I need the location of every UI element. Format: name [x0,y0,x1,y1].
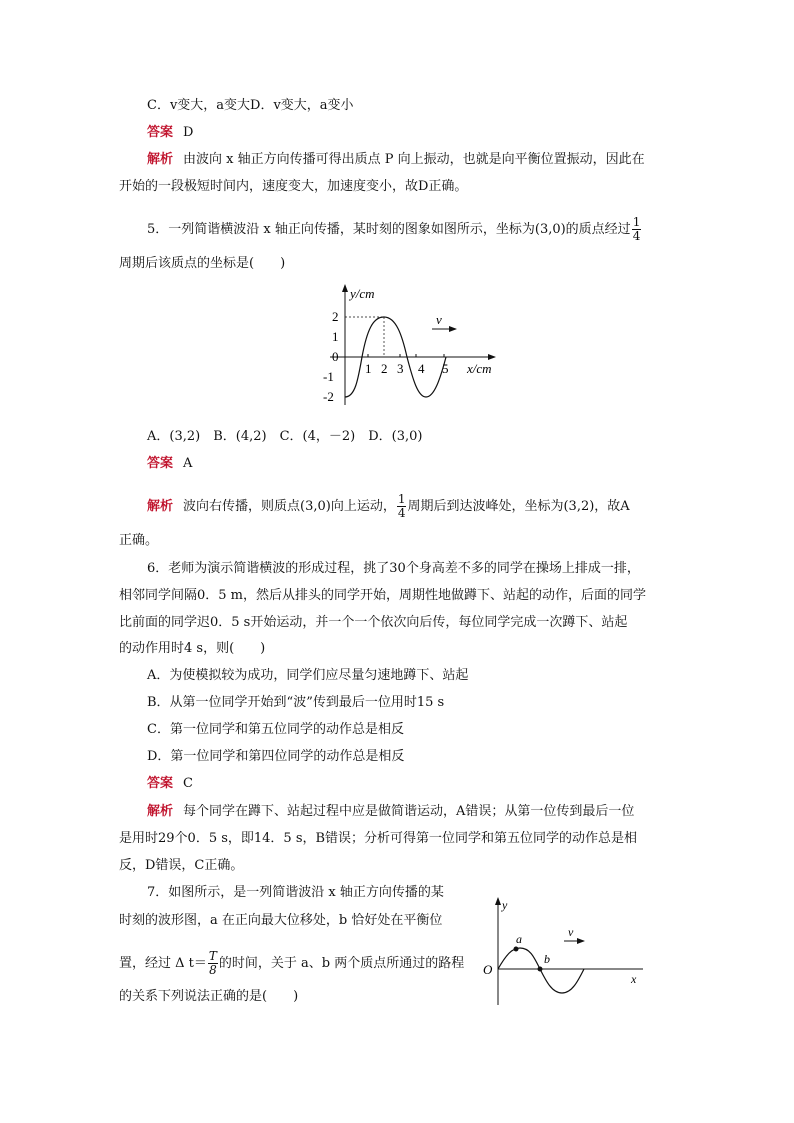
fraction-numerator: 1 [397,492,406,506]
q7-stem-line2: 时刻的波形图，a 在正向最大位移处，b 恰好处在平衡位 [119,913,443,928]
fraction-denominator: 4 [397,506,406,520]
x-axis-label: x/cm [467,361,492,376]
origin-label: O [483,962,493,977]
x-tick-label: 3 [397,361,404,376]
fraction-denominator: 4 [632,229,641,243]
y-tick-label: -1 [323,369,334,384]
q5-options: A．(3,2) B．(4,2) C．(4，－2) D．(3,0) [147,429,423,444]
answer-value: C [183,776,193,791]
q5-analysis-line1 [147,493,630,520]
y-tick-label: 2 [332,309,339,324]
point-b-label: b [544,952,550,966]
q7-stem-line1: 7．如图所示，是一列简谐波沿 x 轴正方向传播的某 [147,885,444,900]
q6-stem-line4: 的动作用时4 s，则( ) [119,641,266,656]
y-axis-label: y/cm [350,286,375,301]
q5-wave-figure [310,280,510,410]
q5-fraction [632,216,642,243]
analysis-label: 解析 [147,804,174,819]
analysis-text: 每个同学在蹲下、站起过程中应是做简谐运动，A错误；从第一位传到最后一位 [183,804,635,819]
q6-analysis-line1 [147,803,634,821]
q4-answer [147,124,193,142]
q6-stem-line1: 6．老师为演示简谐横波的形成过程，挑了30个身高差不多的同学在操场上排成一排， [147,561,640,576]
q7-stem-text: 的时间，关于 a、b 两个质点所通过的路程 [218,956,465,971]
y-axis-label: y [502,898,508,912]
q7-wave-figure [478,893,648,1008]
q7-fraction [208,950,218,977]
x-tick-label: 2 [381,361,388,376]
analysis-fraction [397,493,407,520]
q6-option-c: C．第一位同学和第五位同学的动作总是相反 [147,722,404,737]
fraction-numerator: 1 [632,215,641,229]
q7-stem-text: 置，经过 Δ t＝ [119,956,207,971]
analysis-text: 由波向 x 轴正方向传播可得出质点 P 向上振动，也就是向平衡位置振动，因此在 [183,152,645,167]
q5-analysis-line2: 正确。 [119,533,159,548]
velocity-label: v [436,312,442,327]
q6-stem-line2: 相邻同学间隔0．5 m，然后从排头的同学开始，周期性地做蹲下、站起的动作，后面的同学 [119,588,647,603]
analysis-text: 波向右传播，则质点(3,0)向上运动， [183,499,396,514]
q5-stem-line1 [147,216,642,243]
answer-label: 答案 [147,456,174,471]
q4-analysis-line1 [147,151,645,169]
q7-stem-line3 [119,950,464,977]
point-a-label: a [516,932,522,946]
q6-option-a: A．为使模拟较为成功，同学们应尽量匀速地蹲下、站起 [147,668,469,683]
q4-analysis-line2: 开始的一段极短时间内，速度变大，加速度变小，故D正确。 [119,179,468,194]
q6-answer [147,775,193,793]
x-axis-label: x [631,972,637,986]
analysis-text: 周期后到达波峰处，坐标为(3,2)，故A [407,499,630,514]
y-tick-label: 0 [332,349,339,364]
x-tick-label: 1 [365,361,372,376]
q5-answer [147,455,192,473]
analysis-label: 解析 [147,499,174,514]
q5-stem-line2: 周期后该质点的坐标是( ) [119,256,286,271]
q6-analysis-line3: 反，D错误，C正确。 [119,858,244,873]
answer-label: 答案 [147,776,174,791]
answer-value: A [183,456,193,471]
fraction-numerator: T [208,949,217,963]
q5-stem-text: 5．一列简谐横波沿 x 轴正向传播，某时刻的图象如图所示，坐标为(3,0)的质点经过 [147,222,631,237]
q7-stem-line4: 的关系下列说法正确的是( ) [119,989,299,1004]
q6-stem-line3: 比前面的同学迟0．5 s开始运动，并一个一个依次向后传，每位同学完成一次蹲下、站起 [119,615,628,630]
y-tick-label: -2 [323,389,334,404]
q4-options: C．v变大，a变大D．v变大，a变小 [147,98,354,113]
q6-option-d: D．第一位同学和第四位同学的动作总是相反 [147,749,405,764]
answer-label: 答案 [147,125,174,140]
q6-option-b: B．从第一位同学开始到“波”传到最后一位用时15 s [147,695,445,710]
velocity-label: v [568,925,574,939]
analysis-label: 解析 [147,152,174,167]
x-tick-label: 5 [442,361,449,376]
q6-analysis-line2: 是用时29个0．5 s，即14．5 s，B错误；分析可得第一位同学和第五位同学的动作总是相 [119,831,638,846]
fraction-denominator: 8 [209,963,217,977]
point-a [514,947,519,952]
point-b [538,967,543,972]
answer-value: D [183,125,194,140]
x-tick-label: 4 [418,361,425,376]
y-tick-label: 1 [332,329,339,344]
